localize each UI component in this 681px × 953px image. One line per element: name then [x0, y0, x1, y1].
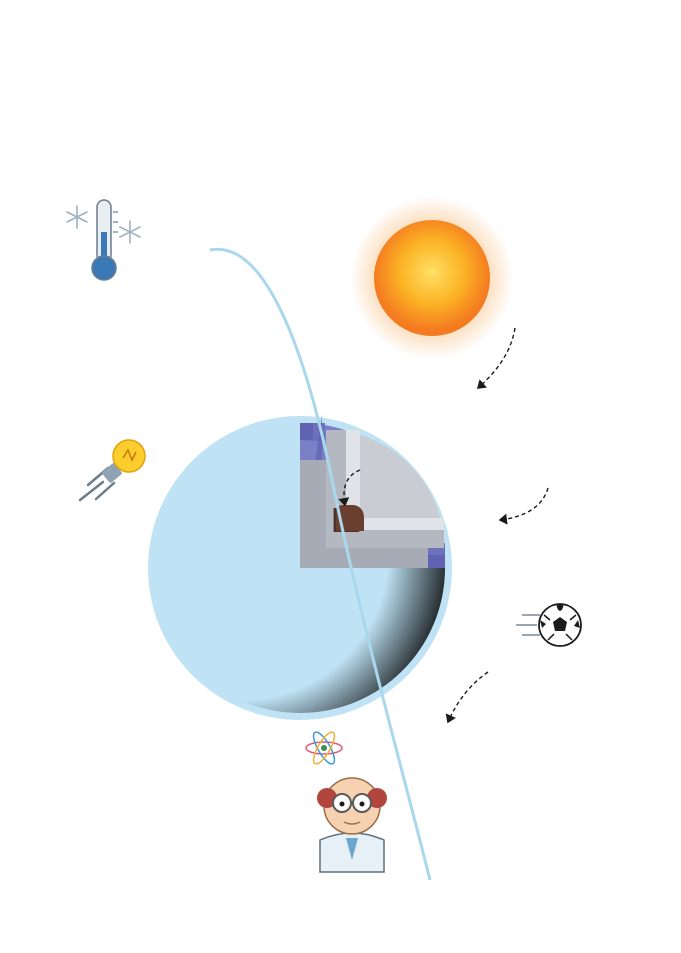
thermometer-icon [92, 200, 118, 280]
atom-icon [306, 729, 342, 766]
tilt-arrow [448, 672, 488, 722]
lightbulb-rocket-icon [80, 440, 145, 500]
soccer-ball-icon [516, 604, 581, 646]
scientist-icon [317, 778, 387, 872]
sun-icon [350, 196, 514, 360]
mantle-arrow [500, 488, 548, 520]
